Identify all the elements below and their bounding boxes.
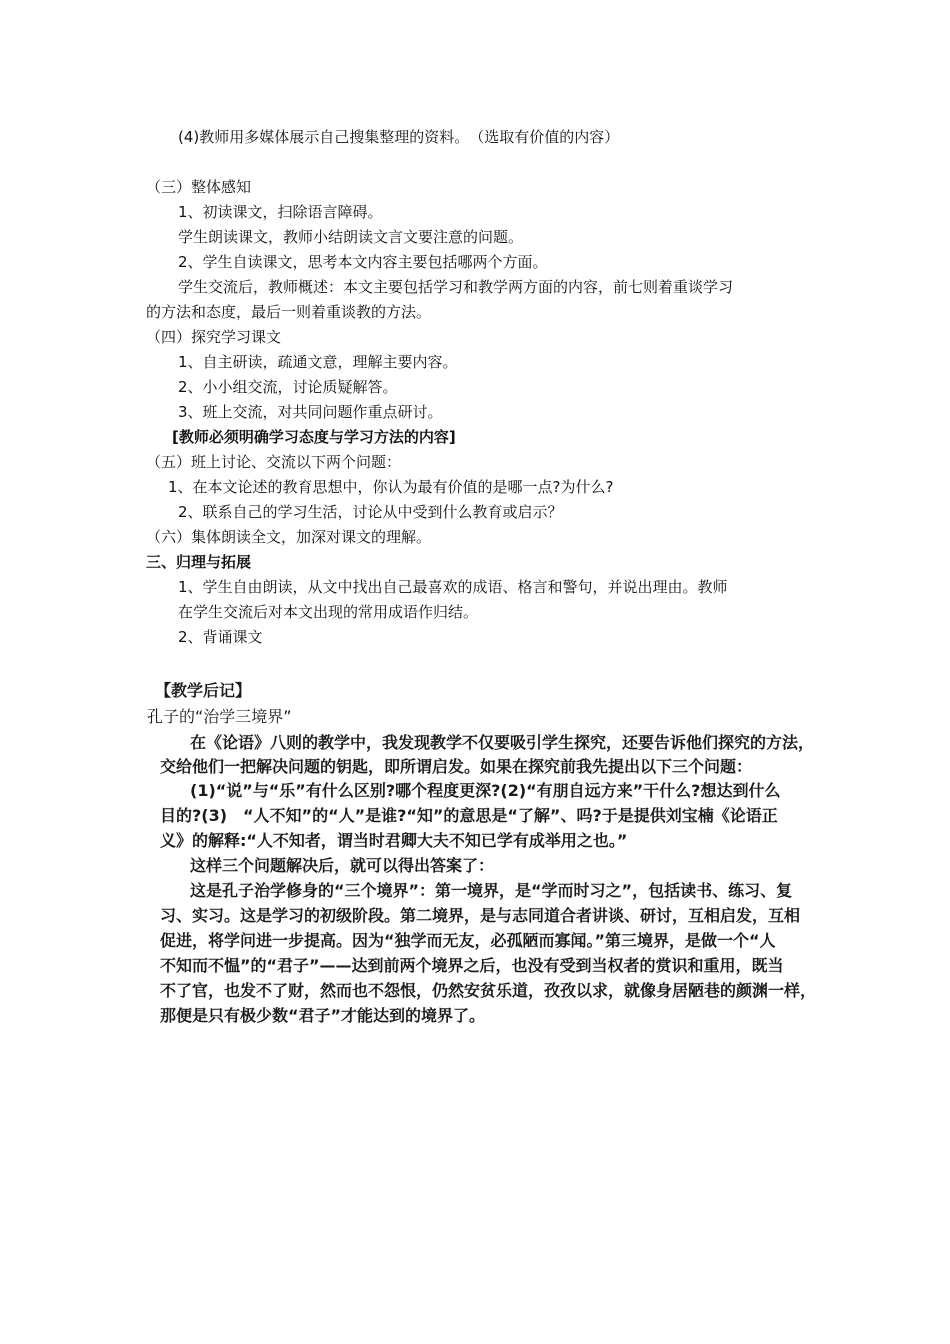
text-line: (4)教师用多媒体展示自己搜集整理的资料。 （选取有价值的内容） — [178, 128, 620, 146]
text-line: 1、学生自由朗读，从文中找出自己最喜欢的成语、格言和警句，并说出理由。教师 — [178, 578, 728, 596]
text-line: 3、班上交流，对共同问题作重点研讨。 — [178, 403, 443, 421]
part-heading: 三、归理与拓展 — [146, 553, 252, 571]
section-heading: （三）整体感知 — [146, 178, 252, 196]
text-line: 这是孔子治学修身的“三个境界”：第一境界，是“学而时习之”，包括读书、练习、复 — [190, 881, 793, 900]
postscript-title: 孔子的“治学三境界” — [147, 707, 292, 726]
postscript-heading: 【教学后记】 — [155, 681, 252, 700]
text-line: 促进，将学问进一步提高。因为“独学而无友，必孤陋而寡闻。”第三境界，是做一个“人 — [160, 931, 776, 950]
text-line: 目的?(3) “人不知”的“人”是谁?“知”的意思是“了解”、吗?于是提供刘宝楠《论语正 — [160, 806, 778, 825]
text-line: (1)“说”与“乐”有什么区别?哪个程度更深?(2)“有朋自远方来”干什么?想达到什么 — [190, 781, 781, 800]
text-line: 义》的解释:“人不知者，谓当时君卿大夫不知已学有成举用之也。” — [160, 831, 628, 850]
text-line: 习、实习。这是学习的初级阶段。第二境界，是与志同道合者讲谈、研讨，互相启发，互相 — [160, 906, 801, 925]
text-line: 的方法和态度，最后一则着重谈教的方法。 — [146, 303, 432, 321]
text-line: 学生朗读课文，教师小结朗读文言文要注意的问题。 — [178, 228, 524, 246]
text-line: 不知而不愠”的“君子”——达到前两个境界之后，也没有受到当权者的赏识和重用，既当 — [160, 956, 784, 975]
section-heading: （五）班上讨论、交流以下两个问题： — [146, 453, 402, 471]
text-line: 2、背诵课文 — [178, 628, 263, 646]
text-line: 学生交流后，教师概述：本文主要包括学习和教学两方面的内容，前七则着重谈学习 — [178, 278, 734, 296]
section-heading: （四）探究学习课文 — [146, 328, 282, 346]
text-line: 1、初读课文，扫除语言障碍。 — [178, 203, 383, 221]
text-line: 2、联系自己的学习生活，讨论从中受到什么教育或启示？ — [178, 503, 563, 521]
text-line: 1、在本文论述的教育思想中，你认为最有价值的是哪一点?为什么? — [168, 478, 614, 496]
text-line: 这样三个问题解决后，就可以得出答案了： — [190, 856, 495, 875]
text-line: 在学生交流后对本文出现的常用成语作归结。 — [178, 603, 479, 621]
text-line: 交给他们一把解决问题的钥匙，即所谓启发。如果在探究前我先提出以下三个问题： — [160, 757, 753, 776]
text-line: 2、小小组交流，讨论质疑解答。 — [178, 378, 398, 396]
teacher-note: [教师必须明确学习态度与学习方法的内容] — [172, 428, 456, 446]
text-line: 在《论语》八则的教学中，我发现教学不仅要吸引学生探究，还要告诉他们探究的方法， — [190, 733, 815, 752]
section-heading: （六）集体朗读全文，加深对课文的理解。 — [146, 528, 432, 546]
text-line: 那便是只有极少数“君子”才能达到的境界了。 — [160, 1006, 486, 1025]
text-line: 2、学生自读课文，思考本文内容主要包括哪两个方面。 — [178, 253, 548, 271]
text-line: 1、自主研读，疏通文意，理解主要内容。 — [178, 353, 458, 371]
text-line: 不了官，也发不了财，然而也不怨恨，仍然安贫乐道，孜孜以求，就像身居陋巷的颜渊一样， — [160, 981, 817, 1000]
